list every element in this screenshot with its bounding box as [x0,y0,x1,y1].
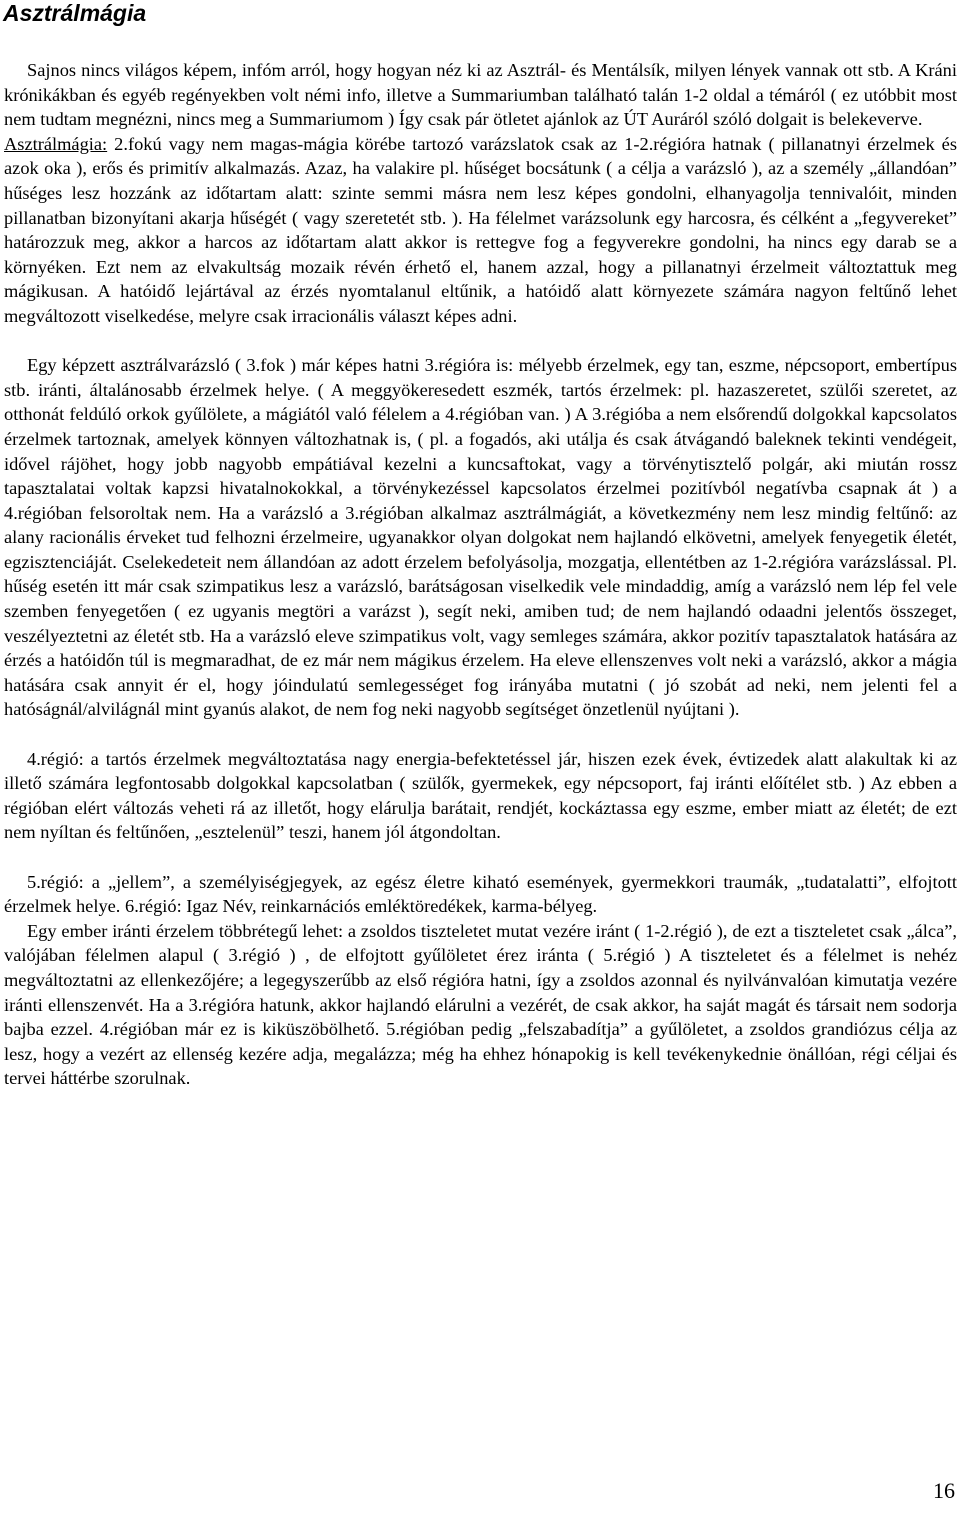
definition-text: 2.fokú vagy nem magas-mágia körébe tartozó varázslatok csak az 1-2.régióra hatnak ( pillanatnyi érzelmek és azok oka ), erős és primitív alkalmazás. Azaz, ha valakire pl. hűséget bocsátunk ( a célja a varázsló ), az a személy „állandóan” hűséges lesz hozzánk az időtartam alatt: szinte semmi másra nem lesz képes gondolni, elhanyagolja tennivalóit, minden pillanatban bizonyítani akarja hűségét ( vagy szeretetét stb. ). Ha félelmet varázsolunk egy harcosra, és célként a „fegyvereket” határozzuk meg, akkor a harcos az időtartam alatt akkor is rettegve fog a fegyverekre gondolni, ha nincs egy darab se a környéken. Ezt nem az elvakultság mozaik révén érhető el, hanem azzal, hogy a pillanatnyi érzelmeit változtattuk meg mágikusan. A hatóidő lejártával az érzés nyomtalanul eltűnik, a hatóidő alatt környezete számára nagyon feltűnő lehet megváltozott viselkedése, melyre csak irracionális választ képes adni. [4,133,957,326]
term-label: Asztrálmágia: [4,133,108,154]
paragraph-definition [4,132,957,329]
paragraph-layered-emotions: Egy ember iránti érzelem többrétegű lehet: a zsoldos tiszteletet mutat vezére iránt ( 1-2.régió ), de ezt a tiszteletet csak „álca”, valójában félelmen alapul ( 3.régió ) , de elfojtott gyűlöletet érez iránta ( 5.régió ) A tiszteletet és a félelmet is nehéz megváltoztatni az ellenkezőjére; a legegyszerűbb az első régióra hatni, így a zsoldos azonnal és nyilvánvalóan kimutatja vezére iránti ellenszenvét. Ha a 3.régióra hatunk, akkor hajlandó elárulni a vezérét, de csak akkor, ha saját magát és társait nem sodorja bajba ezzel. 4.régióban már ez is kiküszöbölhető. 5.régióban pedig „felszabadítja” a gyűlöletet, a zsoldos grandiózus célja az lesz, hogy a vezért az ellenség kezére adja, megalázza; még ha ehhez hónapokig is kell tevékenykednie önállóan, régi céljai és tervei háttérbe szorulnak. [4,920,957,1089]
paragraph-region-4: 4.régió: a tartós érzelmek megváltoztatása nagy energia-befektetéssel jár, hiszen ezek évek, évtizedek alatt alakultak ki az illető számára legfontosabb dolgokkal kapcsolatban ( szülők, gyermekek, egy népcsoport, faj iránti előítélet stb. ) Az ebben a régióban elért változás veheti rá az illetőt, hogy elárulja barátait, rendjét, kockáztassa egy eszme, ember miatt az életét; de ezt nem nyíltan és feltűnően, „esztelenül” teszi, hanem jól átgondoltan. [4,748,957,843]
page-title: Asztrálmágia [3,0,147,26]
paragraph-intro: Sajnos nincs világos képem, infóm arról, hogy hogyan néz ki az Asztrál- és Mentálsík, milyen lények vannak ott stb. A Kráni krónikákban és egyéb regényekben volt némi info, illetve a Summariumban található talán 1-2 oldal a témáról ( ez utóbbit most nem tudtam megnézni, nincs meg a Summariumom ) Így csak pár ötletet ajánlok az ÚT Auráról szóló dolgait is belekeverve. [4,60,957,130]
paragraph-region-5-6: 5.régió: a „jellem”, a személyiségjegyek, az egész életre kiható események, gyermekkori traumák, „tudatalatti”, elfojtott érzelmek helye. 6.régió: Igaz Név, reinkarnációs emléktöredékek, karma-bélyeg. [4,871,957,917]
paragraph-region-3: Egy képzett asztrálvarázsló ( 3.fok ) már képes hatni 3.régióra is: mélyebb érzelmek, egy tan, eszme, népcsoport, embertípus stb. iránti, általánosabb érzelmek helye. ( A meggyökeresedett eszmék, tartós érzelmek: pl. hazaszeretet, szülői szeretet, az otthonát feldúló orkok gyűlölete, a mágiától való félelem a 4.régióban van. ) A 3.régióba a nem elsőrendű dolgokkal kapcsolatos érzelmek tartoznak, amelyek könnyen változhatnak is, ( pl. a fogadós, aki utálja és csak átvágandó baleknek tekinti vendégeit, idővel rájöhet, hogy jobb nagyobb empátiával kezelni a kuncsaftokat, vagy a törvénytisztelő polgár, aki miután rossz tapasztalatai voltak kapzsi hivatalnokokkal, a törvénykezéssel kapcsolatos érzelmei pozitívból negatívba csapnak át ) a 4.régióban felsoroltak nem. Ha a varázsló a 3.régióban alkalmaz asztrálmágiát, a következmény nem lesz mindig feltűnő: az alany racionális érveket tud felhozni érzelmeire, ugyanakkor olyan dolgokat nem hajlandó elkövetni, amelyek fenyegetik életét, egzisztenciáját. Cselekedeteit nem állandóan az adott érzelem befolyásolja, mozgatja, ellentétben az 1-2.régióra varázslással. Pl. hűség esetén itt már csak szimpatikus lesz a varázsló, barátságosan viselkedik vele mindaddig, amíg a varázsló nem lép fel vele szemben fenyegetően ( ez ugyanis megtöri a varázst ), segít neki, amiben tud; de nem hajlandó odaadni jelentős összeget, veszélyeztetni az életét stb. Ha a varázsló eleve szimpatikus volt, vagy semleges számára, akkor pozitív tapasztalatok hatására az érzés a hatóidőn túl is megmaradhat, de ez már nem mágikus érzelem. Ha eleve ellenszenves volt neki a varázsló, akkor a mágia hatására csak annyit ér el, hogy jóindulatú semlegességet fog irányába mutatni ( jó szobát ad neki, nem jelenti fel a hatóságnál/alvilágnál mint gyanús alakot, de nem fog neki nagyobb segítséget önzetlenül nyújtani ). [4,355,957,720]
document-body [4,58,957,1091]
page-number: 16 [933,1478,955,1503]
